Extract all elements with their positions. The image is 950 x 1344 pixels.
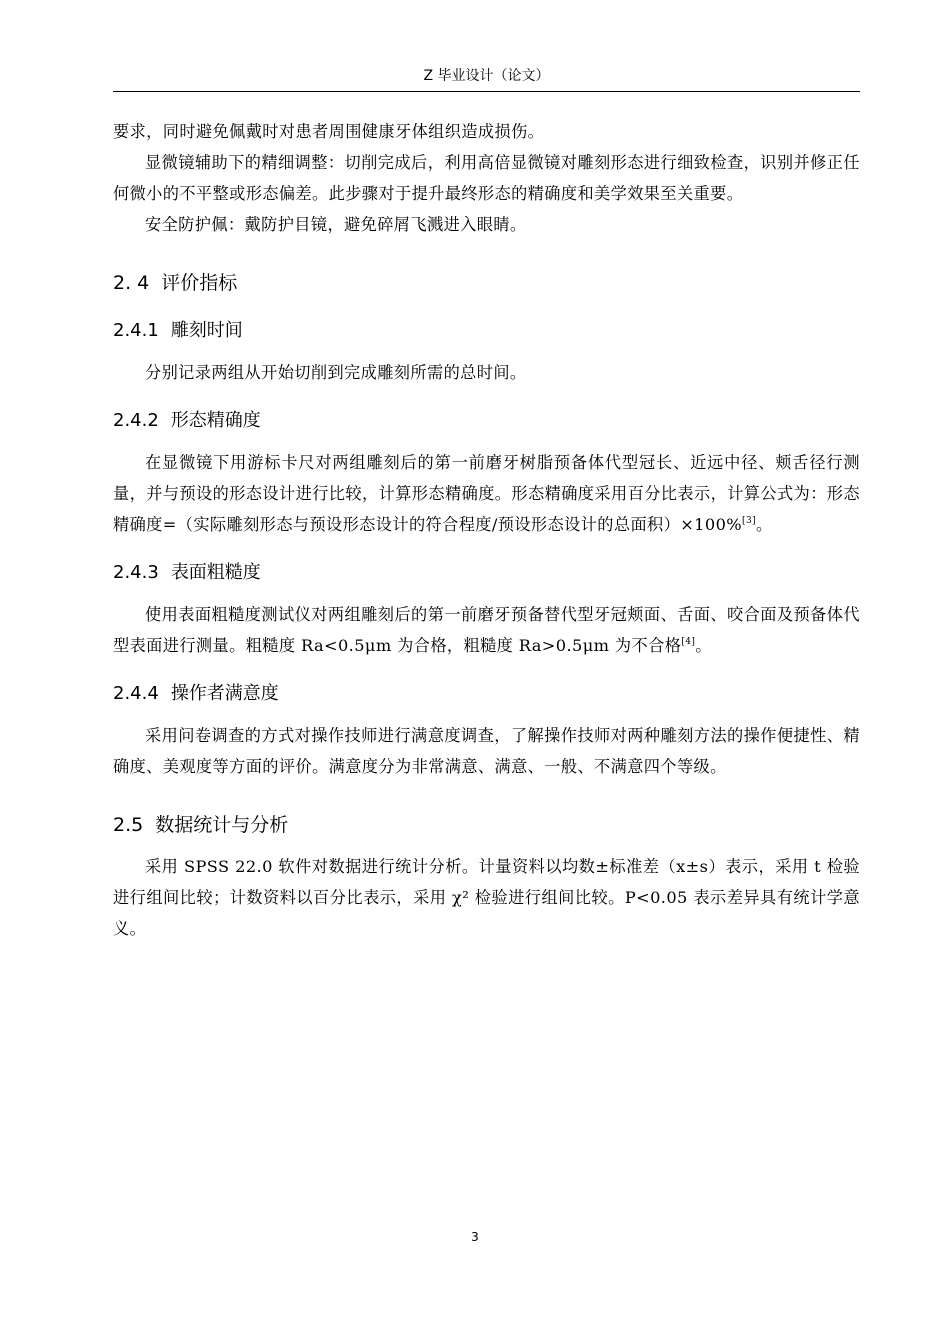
paragraph-carving-time: 分别记录两组从开始切削到完成雕刻所需的总时间。 [145,363,527,382]
page-number: 3 [471,1230,479,1244]
paragraph-end: 。 [756,515,773,534]
section-heading-2-4 [113,268,860,298]
page-header: Z 毕业设计（论文） [423,68,550,84]
subsection-title: 雕刻时间 [170,320,243,341]
paragraph-statistics: 采用 SPSS 22.0 软件对数据进行统计分析。计量资料以均数±标准差（x±s）表示，采用 t 检验进行组间比较；计数资料以百分比表示，采用 χ² 检验进行组间比较。P<0.05 表示差异具有统计学意义。 [113,857,860,938]
section-heading-2-5 [113,810,860,840]
paragraph-continuation: 要求，同时避免佩戴时对患者周围健康牙体组织造成损伤。 [113,122,545,141]
subsection-title: 表面粗糙度 [170,562,261,583]
paragraph-end: 。 [695,636,712,655]
paragraph-microscope-adjustment: 显微镜辅助下的精细调整：切削完成后，利用高倍显微镜对雕刻形态进行细致检查，识别并修正任何微小的不平整或形态偏差。此步骤对于提升最终形态的精确度和美学效果至关重要。 [113,153,860,203]
subsection-heading-2-4-1 [113,316,860,346]
subsection-heading-2-4-2 [113,406,860,436]
subsection-title: 形态精确度 [170,410,261,431]
section-number: 2. 4 [113,272,150,294]
subsection-heading-2-4-4 [113,679,860,709]
citation-marker: [4] [681,637,696,647]
subsection-number: 2.4.3 [113,562,159,583]
subsection-title: 操作者满意度 [170,683,279,704]
paragraph-text: 在显微镜下用游标卡尺对两组雕刻后的第一前磨牙树脂预备体代型冠长、近远中径、颊舌径行测量，并与预设的形态设计进行比较，计算形态精确度。形态精确度采用百分比表示，计算公式为：形态精确度=（实际雕刻形态与预设形态设计的符合程度/预设形态设计的总面积）×100% [113,453,860,534]
paragraph-text: 使用表面粗糙度测试仪对两组雕刻后的第一前磨牙预备替代型牙冠颊面、舌面、咬合面及预备体代型表面进行测量。粗糙度 Ra<0.5μm 为合格，粗糙度 Ra>0.5μm 为不合格 [113,605,860,655]
section-number: 2.5 [113,814,144,836]
paragraph-operator-satisfaction: 采用问卷调查的方式对操作技师进行满意度调查，了解操作技师对两种雕刻方法的操作便捷性、精确度、美观度等方面的评价。满意度分为非常满意、满意、一般、不满意四个等级。 [113,726,860,776]
section-title: 数据统计与分析 [155,814,289,836]
subsection-number: 2.4.1 [113,320,159,341]
citation-marker: [3] [742,516,756,526]
subsection-number: 2.4.2 [113,410,159,431]
paragraph-shape-accuracy [113,447,860,540]
paragraph-safety-protection: 安全防护佩：戴防护目镜，避免碎屑飞溅进入眼睛。 [145,215,527,234]
paragraph-surface-roughness [113,599,860,661]
subsection-number: 2.4.4 [113,683,159,704]
subsection-heading-2-4-3 [113,558,860,588]
header-rule [113,91,860,92]
section-title: 评价指标 [161,272,238,294]
document-body [113,116,860,944]
